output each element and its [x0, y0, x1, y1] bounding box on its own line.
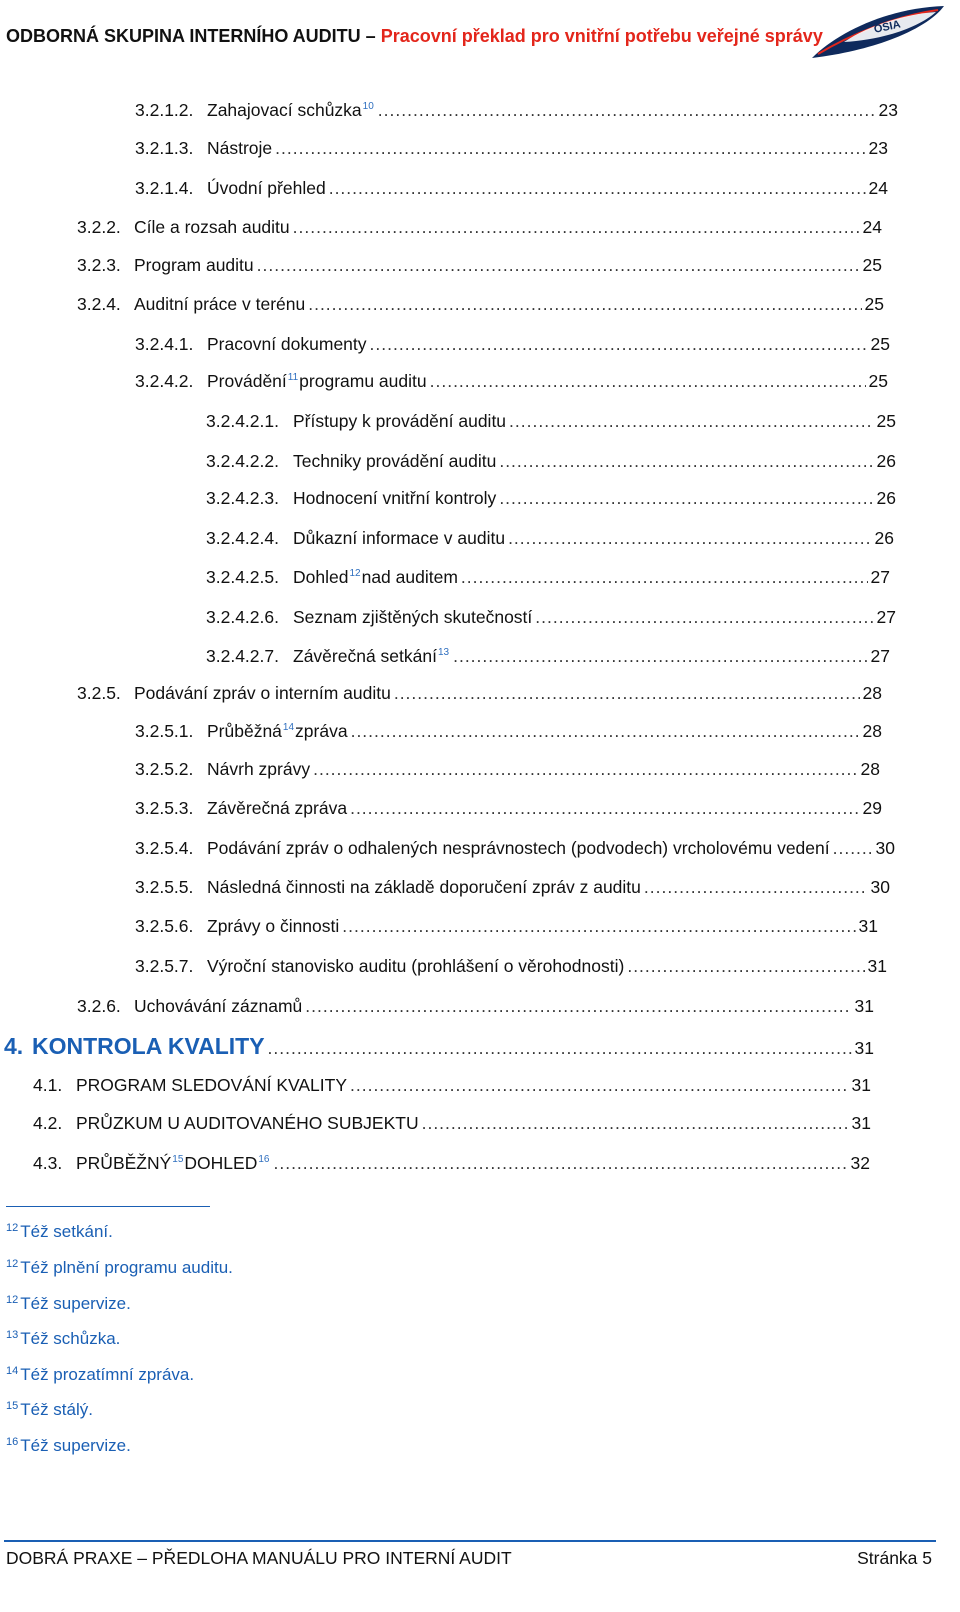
- toc-entry-page: 26: [876, 451, 896, 471]
- toc-leader-dots: [461, 565, 868, 589]
- toc-entry-title: Program auditu: [134, 255, 254, 275]
- toc-entry-title: Následná činnosti na základě doporučení zpráv z auditu: [207, 877, 641, 897]
- toc-entry-title: Závěrečná zpráva: [207, 798, 348, 818]
- toc-entry-title: Uchovávání záznamů: [134, 996, 303, 1016]
- footnote-text: Též supervize.: [20, 1294, 131, 1313]
- toc-entry[interactable]: [33, 1111, 871, 1135]
- footnote-reference[interactable]: 15: [172, 1154, 184, 1165]
- toc-entry-title: Průběžná$^{14}$zpráva: [207, 721, 348, 741]
- toc-entry[interactable]: [77, 215, 882, 239]
- toc-entry-title: Výroční stanovisko auditu (prohlášení o věrohodnosti): [207, 956, 625, 976]
- toc-leader-dots: [833, 836, 873, 860]
- toc-leader-dots: [378, 98, 876, 122]
- toc-entry-title: PRŮBĚŽNÝ$^{15}$DOHLED$^{16}$: [76, 1153, 270, 1173]
- toc-entry[interactable]: [206, 486, 896, 510]
- toc-leader-dots: [644, 875, 868, 899]
- toc-entry-number: 3.2.5.3.: [135, 798, 194, 818]
- toc-entry-number: 3.2.4.1.: [135, 334, 194, 354]
- footnote-number: 14: [6, 1365, 19, 1377]
- toc-entry-number: 3.2.1.3.: [135, 138, 194, 158]
- footnote: [6, 1294, 131, 1314]
- footnote-text: Též prozatímní zpráva.: [20, 1365, 195, 1384]
- footnote-number: 12: [6, 1294, 19, 1306]
- toc-entry-title: Podávání zpráv o odhalených nesprávnostech (podvodech) vrcholovému vedení: [207, 838, 830, 858]
- footnote-text: Též schůzka.: [20, 1329, 121, 1348]
- footnote-reference[interactable]: 13: [437, 647, 450, 658]
- toc-entry-number: 4.: [4, 1033, 24, 1059]
- toc-leader-dots: [394, 681, 860, 705]
- toc-entry-number: 3.2.5.: [77, 683, 121, 703]
- page-header: [6, 26, 823, 47]
- header-subtitle: Pracovní překlad pro vnitřní potřebu veřejné správy: [380, 26, 823, 46]
- toc-entry-page: 25: [868, 371, 888, 391]
- footnote-number: 16: [6, 1436, 19, 1448]
- footnote: [6, 1400, 93, 1420]
- toc-leader-dots: [293, 215, 860, 239]
- toc-entry[interactable]: [135, 914, 878, 938]
- toc-entry[interactable]: [33, 1073, 871, 1097]
- toc-entry[interactable]: [33, 1151, 870, 1175]
- toc-leader-dots: [350, 796, 859, 820]
- toc-entry-number: 3.2.5.7.: [135, 956, 194, 976]
- toc-leader-dots: [329, 176, 866, 200]
- toc-leader-dots: [342, 914, 855, 938]
- toc-entry[interactable]: [206, 449, 896, 473]
- toc-entry[interactable]: [77, 994, 874, 1018]
- toc-entry-page: 25: [862, 255, 882, 275]
- toc-entry-number: 3.2.4.2.4.: [206, 528, 279, 548]
- toc-entry-page: 25: [876, 411, 896, 431]
- toc-leader-dots: [499, 486, 873, 510]
- toc-entry[interactable]: [135, 136, 888, 160]
- toc-entry-page: 24: [862, 217, 882, 237]
- toc-entry-title: Přístupy k provádění auditu: [293, 411, 507, 431]
- toc-entry-number: 3.2.4.2.2.: [206, 451, 279, 471]
- toc-leader-dots: [370, 332, 868, 356]
- toc-entry-page: 25: [870, 334, 890, 354]
- toc-entry-number: 3.2.5.6.: [135, 916, 194, 936]
- footnote-reference[interactable]: 16: [258, 1154, 270, 1165]
- toc-entry-page: 23: [868, 138, 888, 158]
- footnote-divider: [6, 1206, 210, 1207]
- toc-entry[interactable]: [135, 369, 888, 393]
- toc-entry-title: Hodnocení vnitřní kontroly: [293, 488, 497, 508]
- toc-entry-page: 29: [862, 798, 882, 818]
- toc-entry[interactable]: [77, 292, 884, 316]
- toc-entry-number: 3.2.5.5.: [135, 877, 194, 897]
- toc-entry-number: 3.2.3.: [77, 255, 121, 275]
- toc-entry[interactable]: [4, 1031, 874, 1061]
- toc-entry-title: Techniky provádění auditu: [293, 451, 497, 471]
- toc-entry-page: 27: [876, 607, 896, 627]
- toc-entry-number: 4.1.: [33, 1075, 63, 1095]
- toc-entry[interactable]: [135, 757, 880, 781]
- toc-entry[interactable]: [135, 176, 888, 200]
- toc-entry-page: 28: [860, 759, 880, 779]
- header-organization: ODBORNÁ SKUPINA INTERNÍHO AUDITU: [6, 26, 361, 46]
- header-separator: –: [360, 26, 381, 46]
- toc-leader-dots: [508, 526, 871, 550]
- toc-entry-number: 3.2.5.1.: [135, 721, 194, 741]
- toc-entry-page: 31: [851, 1075, 871, 1095]
- footnote: [6, 1436, 131, 1456]
- toc-entry-number: 3.2.4.: [77, 294, 121, 314]
- toc-entry-page: 30: [875, 838, 895, 858]
- toc-entry-page: 27: [870, 646, 890, 666]
- toc-entry-title: KONTROLA KVALITY: [32, 1033, 265, 1059]
- footnote-text: Též setkání.: [20, 1222, 113, 1241]
- footnote: [6, 1258, 233, 1278]
- footnote-reference[interactable]: 11: [287, 372, 299, 383]
- toc-entry[interactable]: [206, 605, 896, 629]
- toc-entry-number: 3.2.5.2.: [135, 759, 194, 779]
- toc-leader-dots: [275, 136, 865, 160]
- toc-entry-title: Auditní práce v terénu: [134, 294, 306, 314]
- toc-entry[interactable]: [135, 332, 890, 356]
- toc-entry-page: 28: [862, 683, 882, 703]
- toc-entry[interactable]: [135, 719, 882, 743]
- toc-entry-page: 24: [868, 178, 888, 198]
- toc-entry-page: 26: [876, 488, 896, 508]
- toc-entry-number: 4.3.: [33, 1153, 63, 1173]
- toc-entry-title: Pracovní dokumenty: [207, 334, 367, 354]
- toc-entry-title: Nástroje: [207, 138, 273, 158]
- toc-leader-dots: [535, 605, 873, 629]
- footnote-number: 15: [6, 1400, 19, 1412]
- toc-entry-number: 3.2.4.2.3.: [206, 488, 279, 508]
- toc-entry-title: Návrh zprávy: [207, 759, 311, 779]
- toc-entry-title: Úvodní přehled: [207, 178, 326, 198]
- toc-entry[interactable]: [77, 681, 882, 705]
- toc-entry-number: 3.2.1.2.: [135, 100, 194, 120]
- toc-entry-title: Závěrečná setkání$^{13}$: [293, 646, 450, 666]
- toc-leader-dots: [422, 1111, 849, 1135]
- footnote-text: Též supervize.: [20, 1436, 131, 1455]
- footnote-reference[interactable]: 10: [362, 101, 374, 112]
- toc-entry-number: 3.2.4.2.1.: [206, 411, 279, 431]
- toc-leader-dots: [350, 1073, 849, 1097]
- toc-entry-title: PROGRAM SLEDOVÁNÍ KVALITY: [76, 1075, 347, 1095]
- toc-entry-page: 31: [851, 1113, 871, 1133]
- toc-leader-dots: [499, 449, 873, 473]
- toc-entry[interactable]: [206, 644, 890, 668]
- toc-entry-page: 31: [867, 956, 887, 976]
- toc-entry[interactable]: [77, 253, 882, 277]
- toc-entry[interactable]: [135, 875, 890, 899]
- toc-entry[interactable]: [206, 526, 894, 550]
- toc-entry-number: 3.2.6.: [77, 996, 121, 1016]
- footnote-text: Též plnění programu auditu.: [20, 1258, 233, 1277]
- footnote: [6, 1329, 120, 1349]
- footnote-number: 12: [6, 1258, 19, 1270]
- toc-entry-title: Cíle a rozsah auditu: [134, 217, 290, 237]
- toc-leader-dots: [509, 409, 873, 433]
- toc-leader-dots: [627, 954, 864, 978]
- toc-entry-number: 3.2.4.2.: [135, 371, 194, 391]
- toc-entry-title: PRŮZKUM U AUDITOVANÉHO SUBJEKTU: [76, 1113, 419, 1133]
- toc-entry-page: 30: [870, 877, 890, 897]
- toc-entry-page: 27: [870, 567, 890, 587]
- footnote-number: 13: [6, 1329, 19, 1341]
- toc-entry-title: Důkazní informace v auditu: [293, 528, 506, 548]
- toc-entry-page: 31: [854, 1038, 874, 1058]
- footer-divider: [4, 1540, 936, 1542]
- toc-entry-page: 31: [858, 916, 878, 936]
- page-number: Stránka 5: [857, 1548, 932, 1568]
- toc-entry-title: Provádění$^{11}$programu auditu: [207, 371, 427, 391]
- toc-entry[interactable]: [206, 409, 896, 433]
- toc-entry-page: 26: [874, 528, 894, 548]
- toc-entry-number: 3.2.4.2.7.: [206, 646, 279, 666]
- toc-entry-number: 3.2.5.4.: [135, 838, 194, 858]
- toc-entry-title: Zprávy o činnosti: [207, 916, 340, 936]
- toc-entry-number: 3.2.1.4.: [135, 178, 194, 198]
- toc-leader-dots: [351, 719, 860, 743]
- toc-entry-page: 32: [850, 1153, 870, 1173]
- toc-leader-dots: [308, 292, 861, 316]
- toc-entry[interactable]: [135, 98, 898, 122]
- toc-entry-title: Seznam zjištěných skutečností: [293, 607, 533, 627]
- toc-leader-dots: [273, 1151, 847, 1175]
- footnote-reference[interactable]: 12: [349, 568, 361, 579]
- toc-leader-dots: [453, 644, 867, 668]
- toc-leader-dots: [305, 994, 851, 1018]
- toc-entry-number: 3.2.4.2.5.: [206, 567, 279, 587]
- toc-entry-page: 23: [878, 100, 898, 120]
- logo-text: OSIA: [872, 18, 902, 36]
- footer-title: DOBRÁ PRAXE – PŘEDLOHA MANUÁLU PRO INTERNÍ AUDIT: [6, 1548, 512, 1568]
- toc-entry[interactable]: [206, 565, 890, 589]
- toc-entry-number: 3.2.4.2.6.: [206, 607, 279, 627]
- toc-leader-dots: [313, 757, 857, 781]
- footnote-reference[interactable]: 14: [282, 722, 295, 733]
- toc-entry-number: 3.2.2.: [77, 217, 121, 237]
- toc-entry-page: 31: [854, 996, 874, 1016]
- osia-logo: [808, 2, 946, 60]
- toc-entry[interactable]: [135, 836, 895, 860]
- toc-entry-page: 25: [864, 294, 884, 314]
- toc-entry-number: 4.2.: [33, 1113, 63, 1133]
- footnote: [6, 1365, 194, 1385]
- footnote-number: 12: [6, 1222, 19, 1234]
- toc-entry[interactable]: [135, 954, 887, 978]
- toc-entry-title: Podávání zpráv o interním auditu: [134, 683, 391, 703]
- toc-leader-dots: [268, 1033, 852, 1063]
- toc-entry-title: Zahajovací schůzka$^{10}$: [207, 100, 374, 120]
- toc-leader-dots: [257, 253, 860, 277]
- toc-entry-title: Dohled$^{12}$nad auditem: [293, 567, 458, 587]
- footnote-text: Též stálý.: [20, 1400, 93, 1419]
- toc-leader-dots: [430, 369, 866, 393]
- toc-entry[interactable]: [135, 796, 882, 820]
- footnote: [6, 1222, 113, 1242]
- toc-entry-page: 28: [862, 721, 882, 741]
